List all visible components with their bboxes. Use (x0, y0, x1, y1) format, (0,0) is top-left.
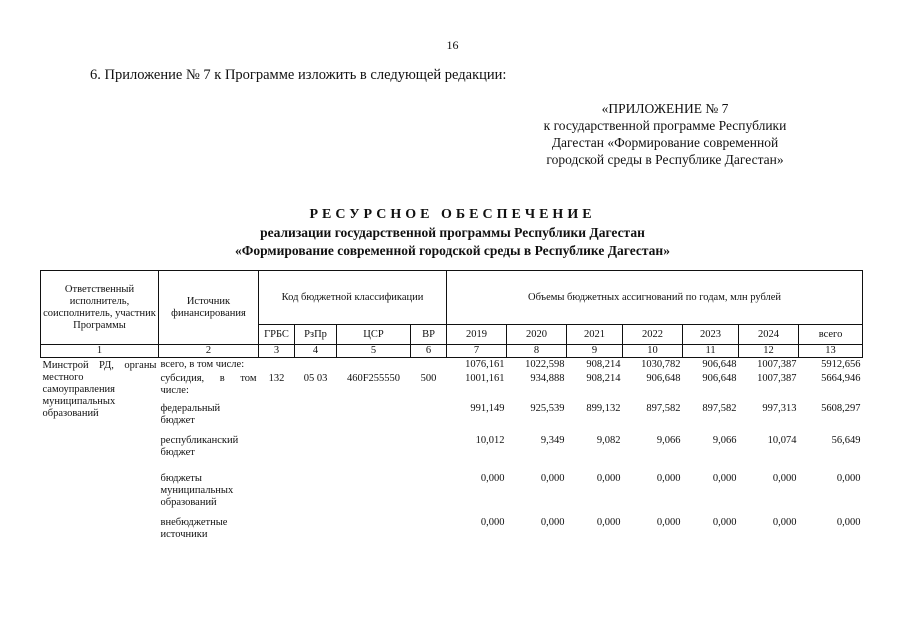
column-number: 11 (683, 345, 739, 358)
value-cell: 0,000 (712, 517, 737, 528)
value-cell: 1076,161 (465, 359, 505, 370)
table-row (41, 472, 863, 516)
value-cell: 0,000 (596, 517, 621, 528)
column-number: 6 (411, 345, 447, 358)
document-title (0, 205, 905, 260)
value-cell: 0,000 (772, 517, 797, 528)
value-cell: 897,582 (646, 403, 681, 414)
value-cell: 0,000 (480, 517, 505, 528)
value-cell: 1022,598 (525, 359, 565, 370)
value-cell: 10,074 (767, 435, 797, 446)
vr-cell (411, 472, 447, 516)
value-cell: 906,648 (646, 373, 681, 384)
source-cell: республиканский бюджет (160, 435, 239, 458)
vr-cell: 500 (420, 373, 437, 384)
resource-table (40, 270, 863, 546)
total-cell: 0,000 (836, 473, 861, 484)
header-csr: ЦСР (337, 325, 411, 345)
header-rzpr: РзПр (295, 325, 337, 345)
header-year: 2023 (683, 325, 739, 345)
value-cell: 1001,161 (465, 373, 505, 384)
header-volumes: Объемы бюджетных ассигнований по годам, млн рублей (447, 271, 863, 325)
value-cell: 0,000 (656, 517, 681, 528)
rzpr-cell (295, 472, 337, 516)
rzpr-cell (295, 358, 337, 373)
rzpr-cell (295, 434, 337, 472)
value-cell: 991,149 (470, 403, 505, 414)
table-row (41, 434, 863, 472)
value-cell: 906,648 (702, 359, 737, 370)
value-cell: 0,000 (712, 473, 737, 484)
value-cell: 906,648 (702, 373, 737, 384)
vr-cell (411, 358, 447, 373)
title-line-1: РЕСУРСНОЕ ОБЕСПЕЧЕНИЕ (309, 207, 596, 222)
value-cell: 908,214 (586, 373, 621, 384)
appendix-line-3: Дагестан «Формирование современной (551, 135, 779, 150)
source-cell: субсидия, в том числе: (160, 373, 257, 396)
header-year: 2022 (623, 325, 683, 345)
value-cell: 899,132 (586, 403, 621, 414)
value-cell: 925,539 (530, 403, 565, 414)
value-cell: 9,066 (712, 435, 737, 446)
source-cell: внебюджетные источники (160, 517, 228, 540)
source-cell: федеральный бюджет (160, 403, 221, 426)
column-number: 13 (799, 345, 863, 358)
page-number: 16 (446, 38, 459, 52)
source-cell: бюджеты муниципальных образований (160, 473, 234, 508)
value-cell: 1030,782 (641, 359, 681, 370)
appendix-line-1: «ПРИЛОЖЕНИЕ № 7 (601, 101, 729, 116)
column-number: 10 (623, 345, 683, 358)
header-vr: ВР (411, 325, 447, 345)
csr-cell (337, 402, 411, 434)
vr-cell (411, 434, 447, 472)
column-number: 1 (41, 345, 159, 358)
value-cell: 897,582 (702, 403, 737, 414)
appendix-heading (500, 100, 830, 168)
grbs-cell (259, 402, 295, 434)
csr-cell: 460F255550 (346, 373, 401, 384)
header-year: 2019 (447, 325, 507, 345)
value-cell: 9,082 (596, 435, 621, 446)
total-cell: 5912,656 (821, 359, 861, 370)
header-source: Источник финансирования (159, 271, 259, 345)
table-row (41, 402, 863, 434)
vr-cell (411, 402, 447, 434)
csr-cell (337, 516, 411, 546)
value-cell: 997,313 (762, 403, 797, 414)
column-number: 9 (567, 345, 623, 358)
grbs-cell (259, 516, 295, 546)
grbs-cell: 132 (268, 373, 285, 384)
column-number: 5 (337, 345, 411, 358)
value-cell: 0,000 (596, 473, 621, 484)
column-number: 4 (295, 345, 337, 358)
title-line-3: «Формирование современной городской среды в Республике Дагестан» (235, 243, 670, 258)
grbs-cell (259, 472, 295, 516)
value-cell: 0,000 (480, 473, 505, 484)
column-number: 3 (259, 345, 295, 358)
appendix-line-4: городской среды в Республике Дагестан» (546, 152, 784, 167)
appendix-line-2: к государственной программе Республики (543, 118, 787, 133)
value-cell: 0,000 (540, 517, 565, 528)
column-number: 12 (739, 345, 799, 358)
value-cell: 1007,387 (757, 359, 797, 370)
header-year: 2024 (739, 325, 799, 345)
table-row (41, 358, 863, 373)
table-row (41, 372, 863, 402)
header-total: всего (799, 325, 863, 345)
header-responsible: Ответственный исполнитель, соисполнитель, участник Программы (41, 271, 159, 345)
column-number: 7 (447, 345, 507, 358)
value-cell: 1007,387 (757, 373, 797, 384)
csr-cell (337, 434, 411, 472)
value-cell: 9,349 (540, 435, 565, 446)
header-year: 2020 (507, 325, 567, 345)
total-cell: 5608,297 (821, 403, 861, 414)
csr-cell (337, 358, 411, 373)
value-cell: 0,000 (772, 473, 797, 484)
total-cell: 0,000 (836, 517, 861, 528)
header-year: 2021 (567, 325, 623, 345)
header-grbs: ГРБС (259, 325, 295, 345)
rzpr-cell (295, 516, 337, 546)
source-cell: всего, в том числе: (160, 359, 245, 370)
grbs-cell (259, 358, 295, 373)
total-cell: 56,649 (831, 435, 861, 446)
value-cell: 0,000 (540, 473, 565, 484)
header-code: Код бюджетной классификации (259, 271, 447, 325)
title-line-2: реализации государственной программы Республики Дагестан (260, 225, 645, 240)
grbs-cell (259, 434, 295, 472)
value-cell: 0,000 (656, 473, 681, 484)
value-cell: 9,066 (656, 435, 681, 446)
column-number: 2 (159, 345, 259, 358)
value-cell: 934,888 (530, 373, 565, 384)
rzpr-cell: 05 03 (303, 373, 328, 384)
column-number: 8 (507, 345, 567, 358)
total-cell: 5664,946 (821, 373, 861, 384)
vr-cell (411, 516, 447, 546)
value-cell: 10,012 (475, 435, 505, 446)
rzpr-cell (295, 402, 337, 434)
responsible-cell: Минстрой РД, органы местного самоуправления муниципальных образований (42, 360, 157, 419)
value-cell: 908,214 (586, 359, 621, 370)
csr-cell (337, 472, 411, 516)
table-row (41, 516, 863, 546)
amendment-item-text: 6. Приложение № 7 к Программе изложить в следующей редакции: (90, 67, 507, 83)
